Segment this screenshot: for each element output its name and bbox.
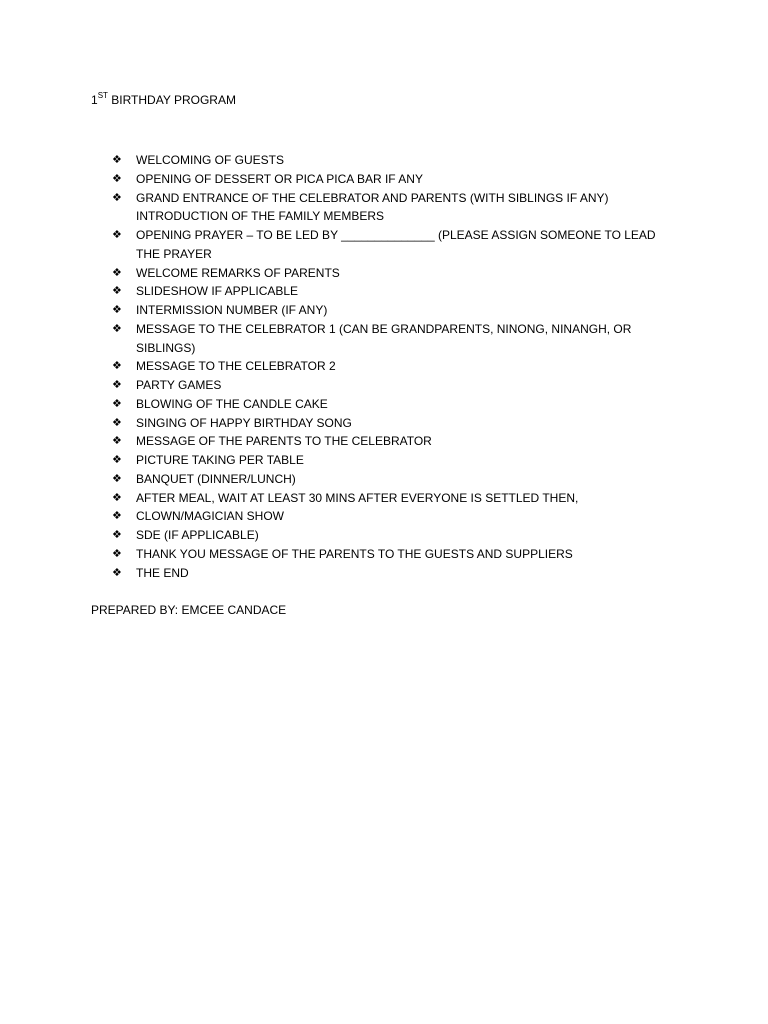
program-list bbox=[112, 151, 682, 582]
list-item bbox=[112, 226, 682, 264]
four-petal-diamond-icon: ❖ bbox=[112, 190, 122, 204]
four-petal-diamond-icon: ❖ bbox=[112, 471, 122, 485]
list-item-text: MESSAGE TO THE CELEBRATOR 1 (CAN BE GRANDPARENTS, NINONG, NINANGH, OR SIBLINGS) bbox=[136, 321, 632, 355]
four-petal-diamond-icon: ❖ bbox=[112, 415, 122, 429]
four-petal-diamond-icon: ❖ bbox=[112, 171, 122, 185]
list-item bbox=[112, 432, 682, 451]
list-item-text: SINGING OF HAPPY BIRTHDAY SONG bbox=[136, 415, 352, 430]
list-item-text: OPENING OF DESSERT OR PICA PICA BAR IF ANY bbox=[136, 171, 423, 186]
list-item bbox=[112, 170, 682, 189]
title-text: BIRTHDAY PROGRAM bbox=[107, 93, 236, 107]
four-petal-diamond-icon: ❖ bbox=[112, 378, 122, 391]
four-petal-diamond-icon: ❖ bbox=[112, 434, 122, 448]
four-petal-diamond-icon: ❖ bbox=[112, 284, 122, 298]
four-petal-diamond-icon: ❖ bbox=[112, 153, 122, 166]
list-item-text: WELCOMING OF GUESTS bbox=[136, 153, 285, 167]
list-item bbox=[112, 545, 682, 564]
title-superscript: ST bbox=[97, 91, 108, 100]
four-petal-diamond-icon: ❖ bbox=[112, 565, 122, 579]
list-item-text: INTERMISSION NUMBER (IF ANY) bbox=[136, 303, 328, 317]
list-item-text: PICTURE TAKING PER TABLE bbox=[136, 453, 304, 467]
list-item bbox=[112, 470, 682, 489]
four-petal-diamond-icon: ❖ bbox=[112, 265, 122, 279]
four-petal-diamond-icon: ❖ bbox=[112, 321, 122, 335]
list-item bbox=[112, 395, 682, 414]
four-petal-diamond-icon: ❖ bbox=[112, 490, 122, 504]
list-item-text: PARTY GAMES bbox=[136, 378, 222, 392]
list-item bbox=[112, 414, 682, 433]
list-item-text: AFTER MEAL, WAIT AT LEAST 30 MINS AFTER EVERYONE IS SETTLED THEN, bbox=[136, 490, 579, 505]
list-item bbox=[112, 301, 682, 320]
four-petal-diamond-icon: ❖ bbox=[112, 546, 122, 560]
list-item-text: THE END bbox=[136, 565, 189, 580]
list-item-text: BLOWING OF THE CANDLE CAKE bbox=[136, 396, 328, 411]
four-petal-diamond-icon: ❖ bbox=[112, 453, 122, 466]
four-petal-diamond-icon: ❖ bbox=[112, 228, 122, 241]
list-item-text: WELCOME REMARKS OF PARENTS bbox=[136, 265, 340, 280]
list-item-text: BANQUET (DINNER/LUNCH) bbox=[136, 471, 296, 486]
list-item bbox=[112, 451, 682, 470]
list-item-text: SDE (IF APPLICABLE) bbox=[136, 528, 259, 542]
list-item-text: MESSAGE OF THE PARENTS TO THE CELEBRATOR bbox=[136, 434, 432, 449]
list-item bbox=[112, 151, 682, 170]
four-petal-diamond-icon: ❖ bbox=[112, 509, 122, 523]
list-item bbox=[112, 357, 682, 376]
list-item bbox=[112, 507, 682, 526]
list-item bbox=[112, 264, 682, 283]
prepared-by: PREPARED BY: EMCEE CANDACE bbox=[91, 603, 287, 617]
list-item bbox=[112, 564, 682, 583]
list-item bbox=[112, 489, 682, 508]
list-item-text: OPENING PRAYER – TO BE LED BY ______________ (PLEASE ASSIGN SOMEONE TO LEAD THE PRAYER bbox=[136, 228, 656, 261]
four-petal-diamond-icon: ❖ bbox=[112, 303, 122, 316]
four-petal-diamond-icon: ❖ bbox=[112, 528, 122, 541]
list-item bbox=[112, 320, 682, 358]
four-petal-diamond-icon: ❖ bbox=[112, 396, 122, 410]
four-petal-diamond-icon: ❖ bbox=[112, 359, 122, 373]
list-item bbox=[112, 526, 682, 545]
list-item-text: GRAND ENTRANCE OF THE CELEBRATOR AND PARENTS (WITH SIBLINGS IF ANY) INTRODUCTION OF THE FAMILY MEMBERS bbox=[136, 190, 609, 224]
list-item-text: THANK YOU MESSAGE OF THE PARENTS TO THE GUESTS AND SUPPLIERS bbox=[136, 546, 573, 561]
list-item bbox=[112, 282, 682, 301]
list-item-text: CLOWN/MAGICIAN SHOW bbox=[136, 509, 285, 524]
list-item-text: MESSAGE TO THE CELEBRATOR 2 bbox=[136, 359, 336, 374]
list-item bbox=[112, 376, 682, 395]
list-item bbox=[112, 189, 682, 227]
list-item-text: SLIDESHOW IF APPLICABLE bbox=[136, 284, 299, 299]
title-number: 1 bbox=[91, 93, 98, 107]
document-title bbox=[91, 92, 236, 108]
